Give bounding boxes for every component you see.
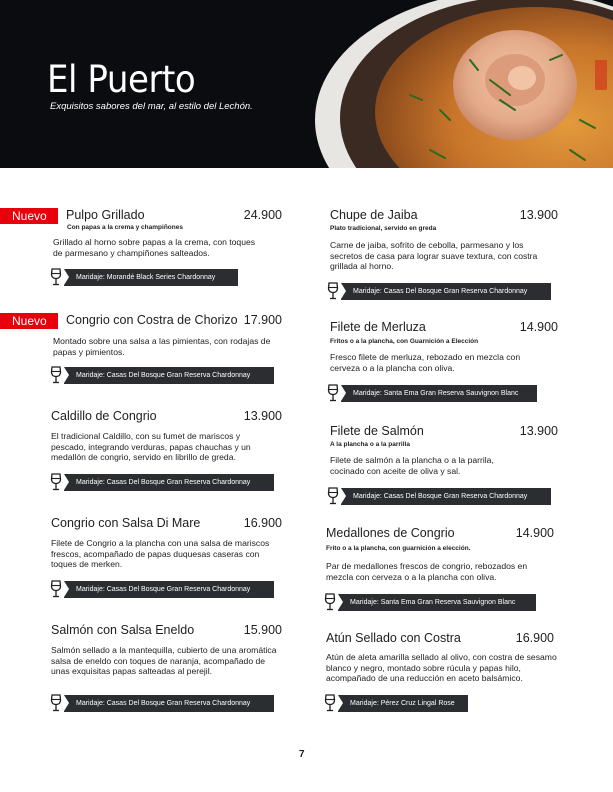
hero-food-photo xyxy=(300,0,613,168)
item-description: Filete de salmón a la plancha o a la parrila, cocinado con aceite de oliva y sal. xyxy=(330,455,494,476)
item-description: Atún de aleta amarilla sellado al olivo, con costra de sesamo blanco y negro, montado sobre rúcula y papas hilo, acompañado de una reducción en aceto balsámico. xyxy=(326,652,557,683)
item-name: Caldillo de Congrio xyxy=(51,409,157,423)
pairing-label: Maridaje: Santa Ema Gran Reserva Sauvignon Blanc xyxy=(338,594,536,611)
pairing-label: Maridaje: Pérez Cruz Lingal Rose xyxy=(338,695,468,712)
item-description: Montado sobre una salsa a las pimientas, con rodajas de papas y pimientos. xyxy=(53,336,271,357)
item-name: Congrio con Costra de Chorizo xyxy=(66,313,238,327)
fish-stew-photo-icon xyxy=(300,0,613,168)
item-name: Atún Sellado con Costra xyxy=(326,631,461,645)
wine-glass-icon xyxy=(327,384,339,402)
item-name: Salmón con Salsa Eneldo xyxy=(51,623,195,637)
item-subtitle: A la plancha o a la parrilla xyxy=(330,441,410,448)
wine-glass-icon xyxy=(50,268,62,286)
wine-glass-icon xyxy=(50,366,62,384)
pairing-label: Maridaje: Casas Del Bosque Gran Reserva Chardonnay xyxy=(64,367,274,384)
item-price: 14.900 xyxy=(519,320,558,334)
item-name: Medallones de Congrio xyxy=(326,526,455,540)
wine-glass-icon xyxy=(324,694,336,712)
wine-glass-icon xyxy=(50,580,62,598)
item-description: El tradicional Caldillo, con su fumet de mariscos y pescado, integrando verduras, papas chauchas y un medallón de congrio, servido en librillo de greda. xyxy=(51,431,251,462)
new-badge: Nuevo xyxy=(0,313,58,329)
page-number: 7 xyxy=(299,749,305,760)
item-subtitle: Frito o a la plancha, con guarnición a elección. xyxy=(326,545,471,552)
item-name: Filete de Merluza xyxy=(330,320,426,334)
pairing-label: Maridaje: Casas Del Bosque Gran Reserva Chardonnay xyxy=(341,283,551,300)
new-badge: Nuevo xyxy=(0,208,58,224)
menu-header xyxy=(0,0,613,168)
item-price: 13.900 xyxy=(243,409,282,423)
item-price: 16.900 xyxy=(243,516,282,530)
pairing-label: Maridaje: Morandé Black Series Chardonnay xyxy=(64,269,238,286)
item-name: Congrio con Salsa Di Mare xyxy=(51,516,201,530)
page-title: El Puerto xyxy=(47,58,196,101)
item-price: 16.900 xyxy=(515,631,554,645)
pairing-label: Maridaje: Casas Del Bosque Gran Reserva Chardonnay xyxy=(64,581,274,598)
item-name: Pulpo Grillado xyxy=(66,208,145,222)
wine-glass-icon xyxy=(50,694,62,712)
item-description: Filete de Congrio a la plancha con una salsa de mariscos frescos, acompañado de papas duquesas caseras con toques de merken. xyxy=(51,538,270,569)
item-description: Salmón sellado a la mantequilla, cubierto de una aromática salsa de eneldo con toques de naranja, acompañado de unas exquisitas papas salteadas al perejil. xyxy=(51,645,277,676)
item-description: Fresco filete de merluza, rebozado en mezcla con cerveza o a la plancha con oliva. xyxy=(330,352,521,373)
item-price: 15.900 xyxy=(243,623,282,637)
item-subtitle: Con papas a la crema y champiñones xyxy=(67,224,183,231)
page-subtitle: Exquisitos sabores del mar, al estilo del Lechón. xyxy=(50,101,253,112)
wine-glass-icon xyxy=(327,282,339,300)
pairing-label: Maridaje: Santa Ema Gran Reserva Sauvignon Blanc xyxy=(341,385,537,402)
pairing-label: Maridaje: Casas Del Bosque Gran Reserva Chardonnay xyxy=(341,488,551,505)
item-price: 13.900 xyxy=(519,208,558,222)
item-description: Par de medallones frescos de congrio, rebozados en mezcla con cerveza o a la plancha con oliva. xyxy=(326,561,528,582)
pairing-label: Maridaje: Casas Del Bosque Gran Reserva Chardonnay xyxy=(64,695,274,712)
item-description: Carne de jaiba, sofrito de cebolla, parmesano y los secretos de casa para lograr suave textura, con costra grillada al horno. xyxy=(330,240,538,271)
item-name: Chupe de Jaiba xyxy=(330,208,418,222)
item-price: 17.900 xyxy=(243,313,282,327)
item-price: 13.900 xyxy=(519,424,558,438)
item-description: Grillado al horno sobre papas a la crema, con toques de parmesano y champiñones salteados. xyxy=(53,237,256,258)
item-price: 14.900 xyxy=(515,526,554,540)
item-price: 24.900 xyxy=(243,208,282,222)
item-subtitle: Plato tradicional, servido en greda xyxy=(330,225,437,232)
item-name: Filete de Salmón xyxy=(330,424,424,438)
item-subtitle: Fritos o a la plancha, con Guarnición a Elección xyxy=(330,338,479,345)
pairing-label: Maridaje: Casas Del Bosque Gran Reserva Chardonnay xyxy=(64,474,274,491)
wine-glass-icon xyxy=(50,473,62,491)
wine-glass-icon xyxy=(327,487,339,505)
wine-glass-icon xyxy=(324,593,336,611)
